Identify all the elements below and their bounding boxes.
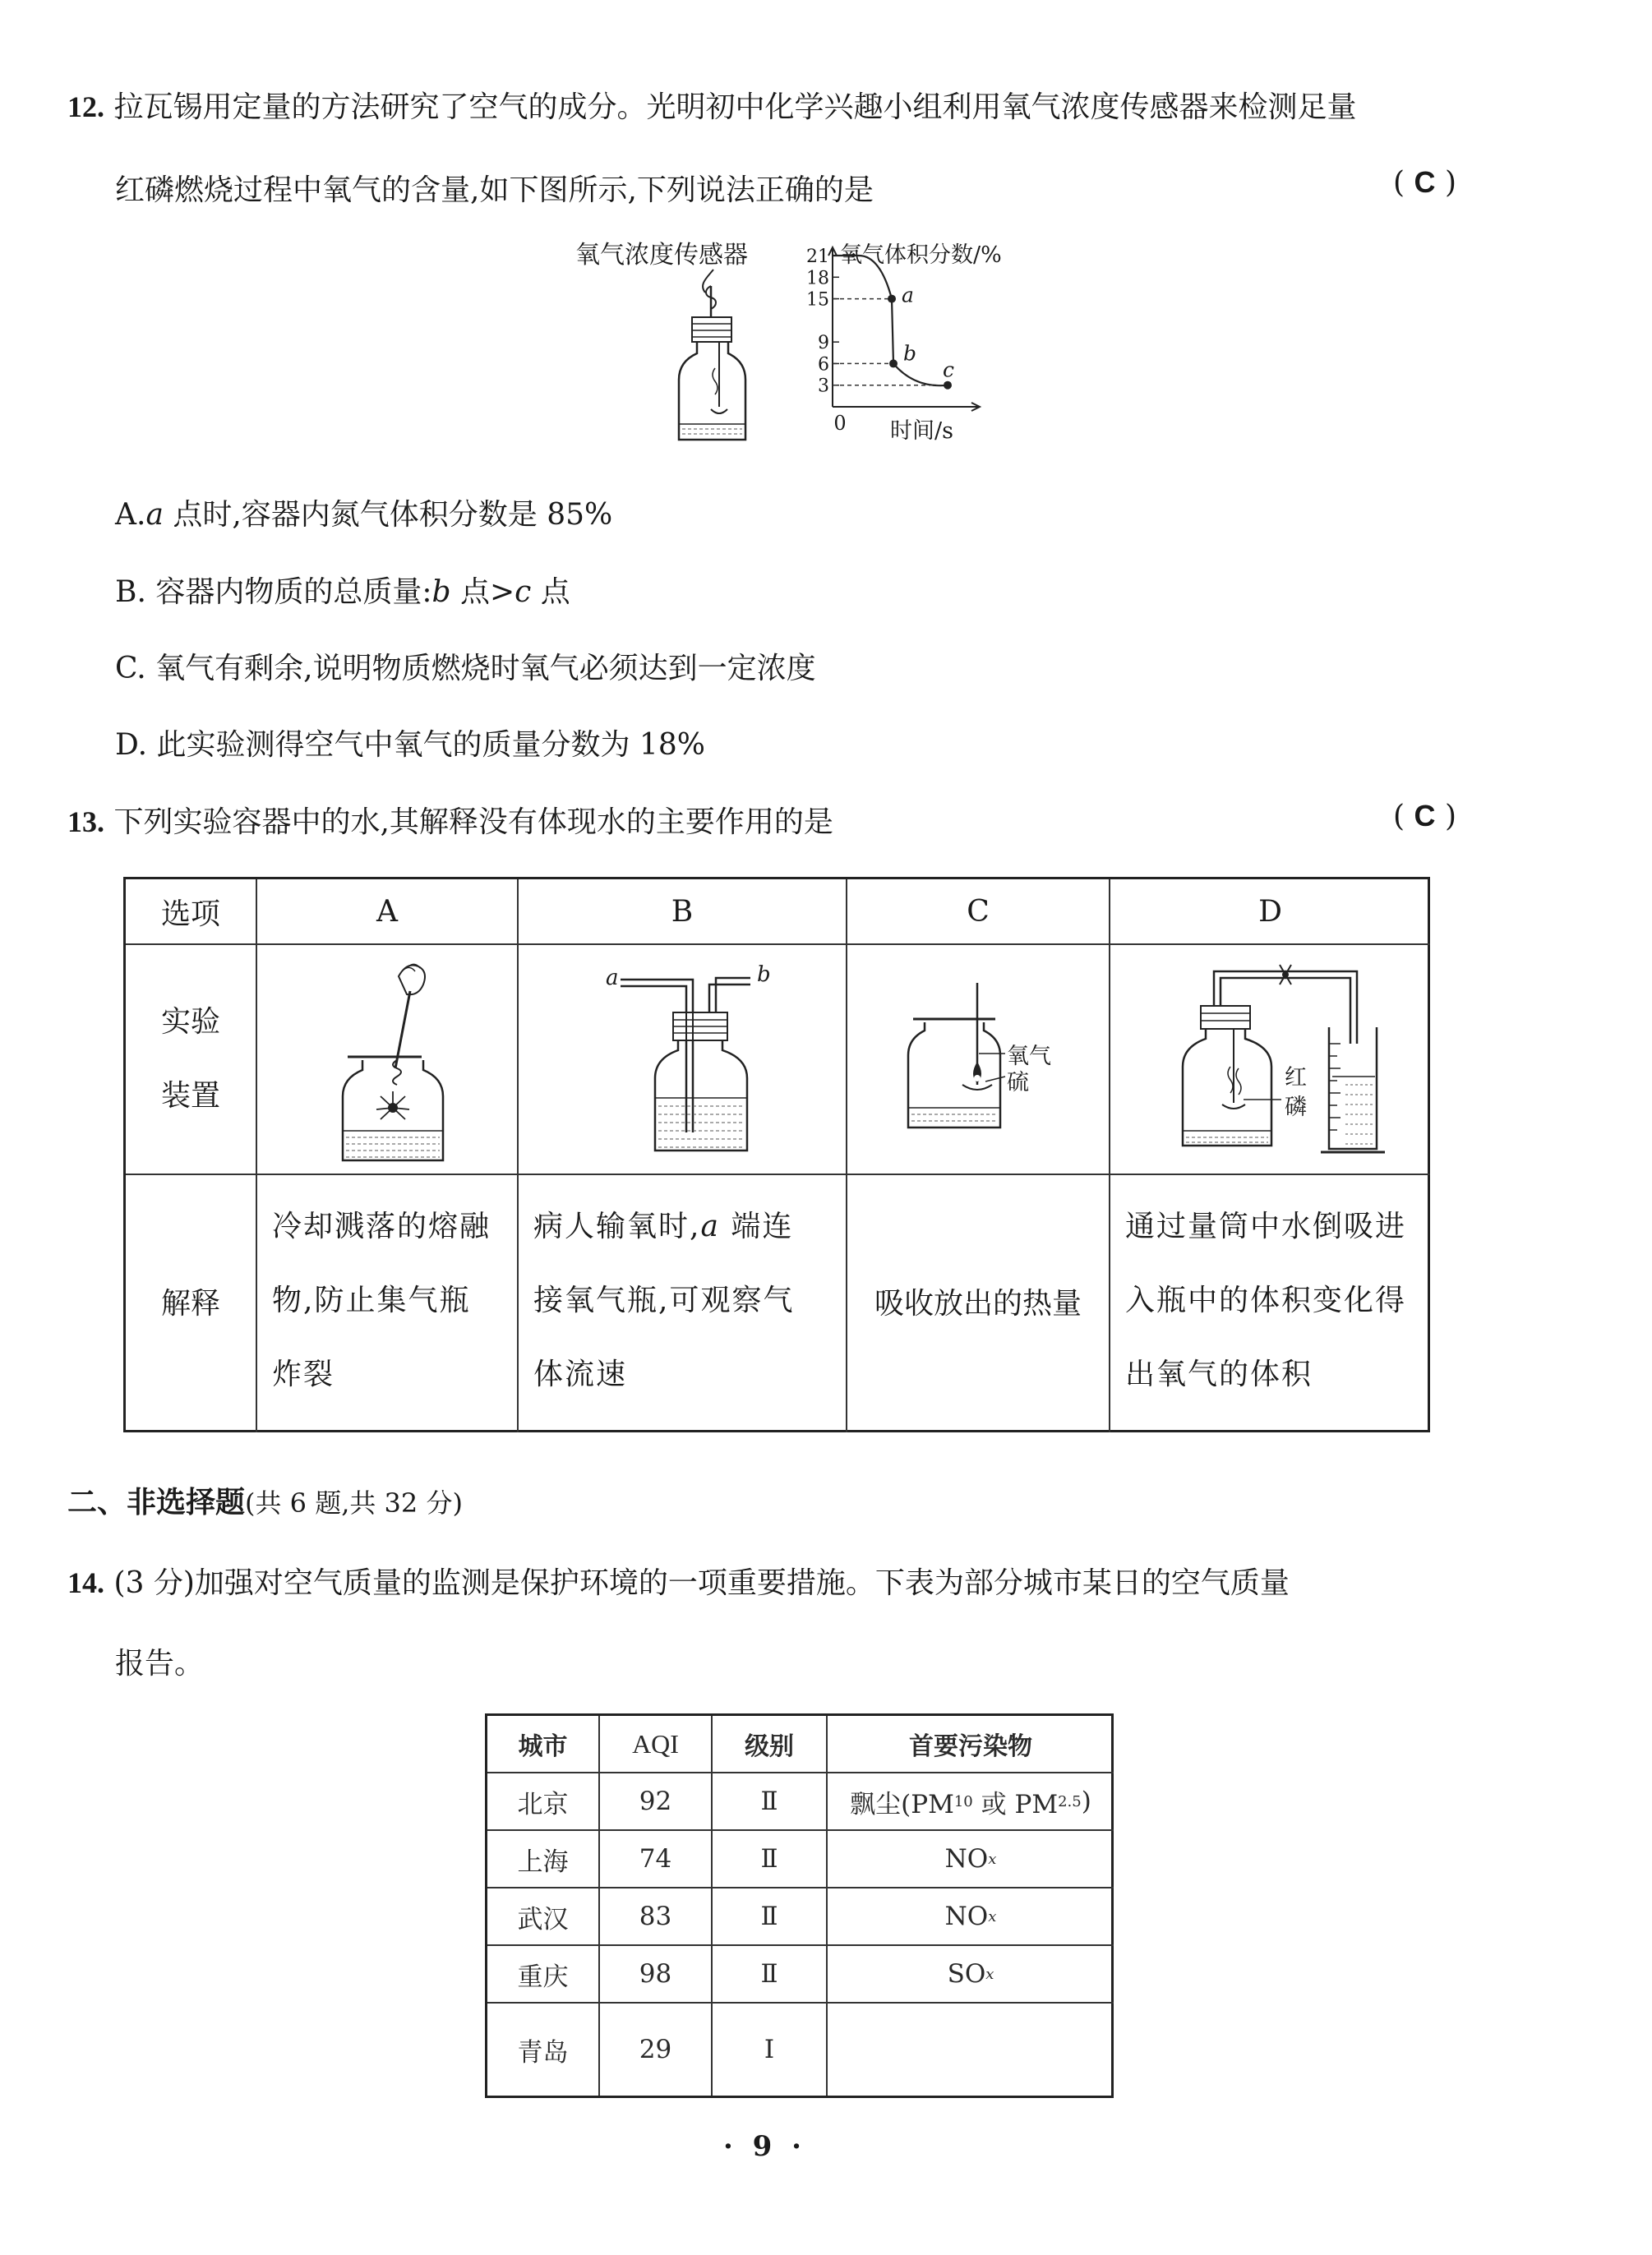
q13-header-b: B bbox=[519, 879, 847, 945]
q14-pollutant-cell: NO x bbox=[828, 1831, 1114, 1888]
q13-header-a: A bbox=[257, 879, 519, 945]
device-c-label-sulfur: 硫 bbox=[1007, 1070, 1029, 1095]
q12-stem-line-1: 拉瓦锡用定量的方法研究了空气的成分。光明初中化学兴趣小组利用氧气浓度传感器来检测足量 bbox=[113, 90, 1357, 124]
q12-option-b: B. 容器内物质的总质量:b 点>c 点 bbox=[115, 575, 570, 609]
q14-header-level: 级别 bbox=[713, 1716, 828, 1773]
section-2-note: (共 6 题,共 32 分) bbox=[245, 1487, 463, 1519]
q14-air-quality-table bbox=[485, 1713, 1114, 2098]
q14-pollutant-cell-empty bbox=[828, 2004, 1114, 2096]
q13-number: 13. bbox=[67, 805, 104, 838]
y-axis-label: 氧气体积分数/% bbox=[840, 242, 1002, 268]
point-b bbox=[889, 359, 898, 367]
point-c bbox=[944, 381, 952, 390]
q14-city-cell: 武汉 bbox=[487, 1888, 600, 1946]
section-2-heading bbox=[67, 1479, 463, 1521]
q13-row-label-device: 实验 装置 bbox=[126, 945, 257, 1175]
q14-level-cell: Ⅱ bbox=[713, 1888, 828, 1946]
oxygen-sensor-bottle-diagram bbox=[575, 238, 781, 452]
q13-device-d bbox=[1110, 945, 1430, 1175]
point-label-b: b bbox=[903, 341, 917, 366]
device-b-label-a: a bbox=[606, 966, 619, 990]
q12-stem-line-2: 红磷燃烧过程中氧气的含量,如下图所示,下列说法正确的是 bbox=[115, 173, 874, 207]
y-tick-label: 9 bbox=[818, 333, 829, 354]
q14-stem-line-2: 报告。 bbox=[115, 1647, 205, 1681]
origin-label: 0 bbox=[833, 412, 847, 435]
q13-header-option: 选项 bbox=[126, 879, 257, 945]
q14-header-city: 城市 bbox=[487, 1716, 600, 1773]
point-a bbox=[888, 295, 896, 303]
device-d-label-phosphorus: 磷 bbox=[1285, 1095, 1307, 1120]
q14-aqi-cell: 98 bbox=[600, 1946, 713, 2004]
y-tick-label: 21 bbox=[806, 247, 829, 267]
q13-row-label-explain: 解释 bbox=[126, 1175, 257, 1432]
q13-device-b bbox=[519, 945, 847, 1175]
page-number: · 9 · bbox=[723, 2130, 807, 2163]
y-tick-label: 3 bbox=[818, 376, 829, 397]
phosphorus-oxygen-measurement-diagram bbox=[1110, 945, 1430, 1174]
q13-answer-bracket: ( C ) bbox=[1393, 799, 1456, 833]
q14-number: 14. bbox=[67, 1566, 104, 1599]
q13-device-c bbox=[847, 945, 1110, 1175]
q14-level-cell: Ⅱ bbox=[713, 1946, 828, 2004]
q14-pollutant-cell: NO x bbox=[828, 1888, 1114, 1946]
q14-city-cell: 青岛 bbox=[487, 2004, 600, 2096]
oxygen-curve bbox=[833, 256, 948, 385]
y-tick-label: 6 bbox=[818, 354, 829, 376]
point-label-a: a bbox=[902, 283, 914, 307]
section-2-title: 二、非选择题 bbox=[67, 1486, 246, 1519]
q14-city-cell: 重庆 bbox=[487, 1946, 600, 2004]
q12-option-a: A.a 点时,容器内氮气体积分数是 85% bbox=[115, 498, 613, 532]
q14-header-pollutant: 首要污染物 bbox=[828, 1716, 1114, 1773]
y-tick-label: 15 bbox=[806, 289, 829, 311]
iron-wire-burning-bottle-diagram bbox=[257, 945, 519, 1174]
x-axis-label: 时间/s bbox=[890, 418, 953, 444]
q13-table bbox=[123, 877, 1430, 1432]
q12-answer: C bbox=[1414, 165, 1436, 199]
q14-pollutant-cell: SO x bbox=[828, 1946, 1114, 2004]
q12-answer-bracket: ( C ) bbox=[1393, 165, 1456, 200]
q14-level-cell: Ⅱ bbox=[713, 1773, 828, 1831]
gas-washing-bottle-diagram bbox=[519, 945, 847, 1174]
q13-header-c: C bbox=[847, 879, 1110, 945]
q12-line-1 bbox=[67, 84, 1356, 126]
q14-aqi-cell: 29 bbox=[600, 2004, 713, 2096]
sensor-label: 氧气浓度传感器 bbox=[575, 241, 748, 270]
q13-explain-c: 吸收放出的热量 bbox=[847, 1175, 1110, 1432]
q14-level-cell: Ⅰ bbox=[713, 2004, 828, 2096]
q14-pollutant-cell: 飘尘(PM 10 或 PM 2.5 ) bbox=[828, 1773, 1114, 1831]
q13-explain-a: 冷却溅落的熔融 物,防止集气瓶 炸裂 bbox=[257, 1175, 519, 1432]
q13-stem: 下列实验容器中的水,其解释没有体现水的主要作用的是 bbox=[113, 805, 833, 839]
q14-level-cell: Ⅱ bbox=[713, 1831, 828, 1888]
y-tick-label: 18 bbox=[806, 268, 829, 289]
q14-aqi-cell: 83 bbox=[600, 1888, 713, 1946]
oxygen-volume-fraction-chart bbox=[801, 242, 1015, 452]
q13-line bbox=[67, 799, 833, 841]
device-d-label-red: 红 bbox=[1285, 1065, 1307, 1091]
q13-device-a bbox=[257, 945, 519, 1175]
device-c-label-oxygen: 氧气 bbox=[1007, 1044, 1051, 1069]
q14-aqi-cell: 92 bbox=[600, 1773, 713, 1831]
q14-stem-line-1: (3 分)加强对空气质量的监测是保护环境的一项重要措施。下表为部分城市某日的空气质量 bbox=[113, 1566, 1290, 1600]
q13-answer: C bbox=[1414, 799, 1436, 832]
q14-aqi-cell: 74 bbox=[600, 1831, 713, 1888]
point-label-c: c bbox=[943, 357, 955, 382]
q14-city-cell: 上海 bbox=[487, 1831, 600, 1888]
q13-explain-b: 病人输氧时,a 端连 接氧气瓶,可观察气 体流速 bbox=[519, 1175, 847, 1432]
q13-explain-d: 通过量筒中水倒吸进 入瓶中的体积变化得 出氧气的体积 bbox=[1125, 1210, 1407, 1391]
device-b-label-b: b bbox=[757, 962, 771, 987]
q14-line-1 bbox=[67, 1560, 1290, 1602]
sulfur-burning-bottle-diagram bbox=[847, 945, 1110, 1174]
q12-number: 12. bbox=[67, 90, 104, 123]
q14-city-cell: 北京 bbox=[487, 1773, 600, 1831]
q13-header-d: D bbox=[1110, 879, 1430, 945]
q12-option-c: C. 氧气有剩余,说明物质燃烧时氧气必须达到一定浓度 bbox=[115, 652, 816, 685]
q12-option-d: D. 此实验测得空气中氧气的质量分数为 18% bbox=[115, 728, 705, 762]
q14-header-aqi: AQI bbox=[600, 1716, 713, 1773]
